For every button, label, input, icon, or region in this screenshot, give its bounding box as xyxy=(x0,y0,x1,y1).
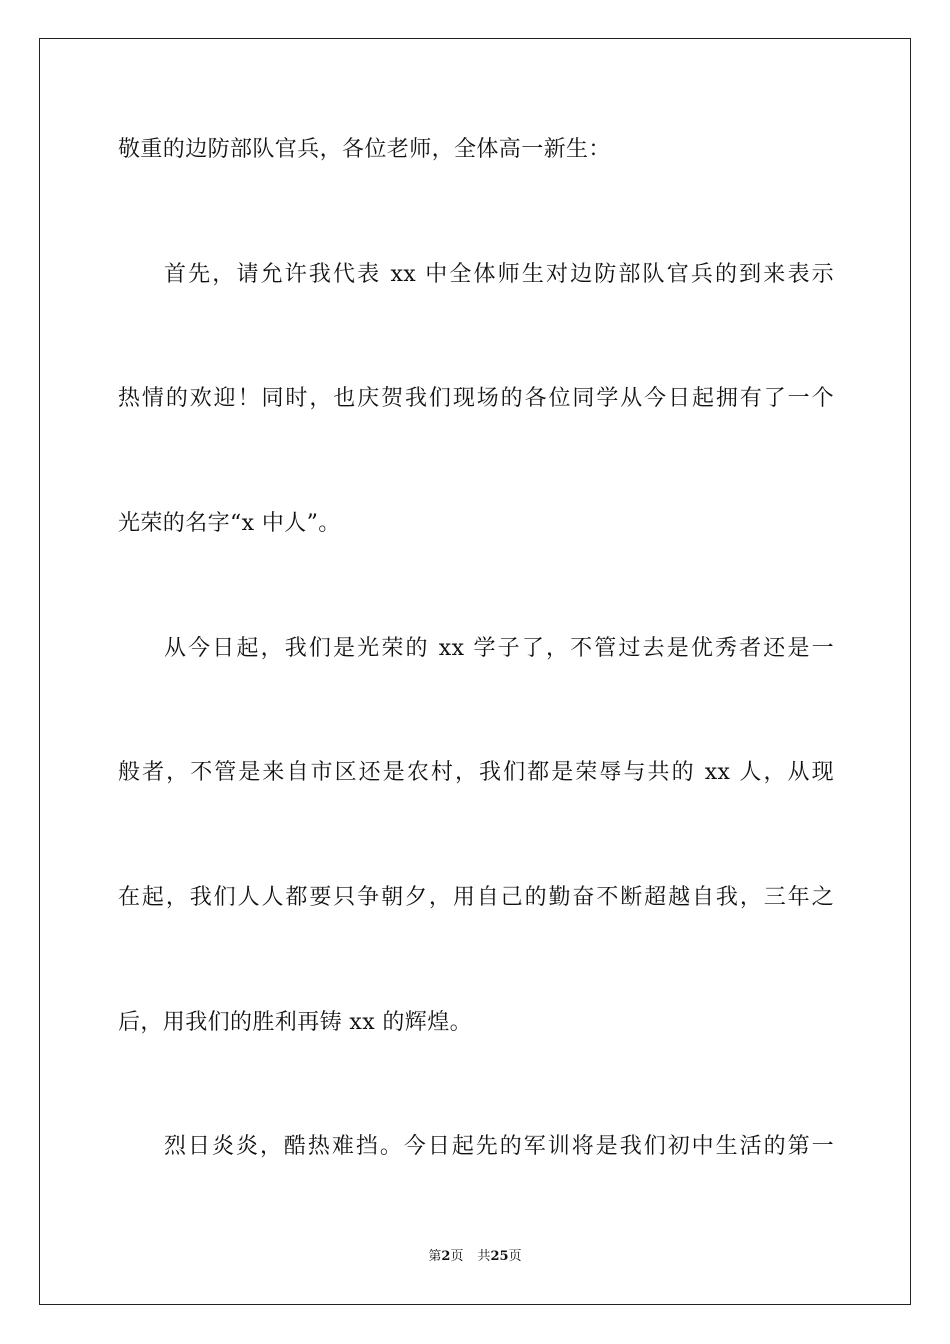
paragraph-2-line-3: 在起，我们人人都要只争朝夕，用自己的勤奋不断超越自我，三年之 xyxy=(118,885,834,910)
paragraph-3-line-1: 烈日炎炎，酷热难挡。今日起先的军训将是我们初中生活的第一 xyxy=(164,1134,834,1159)
paragraph-1-line-1: 首先，请允许我代表 xx 中全体师生对边防部队官兵的到来表示 xyxy=(164,262,834,287)
page-footer xyxy=(0,1248,950,1266)
paragraph-2-line-1: 从今日起，我们是光荣的 xx 学子了，不管过去是优秀者还是一 xyxy=(164,636,834,661)
page-prefix: 第 xyxy=(428,1249,442,1264)
paragraph-1-line-3: 光荣的名字“x 中人”。 xyxy=(118,511,341,536)
page-number: 2 xyxy=(441,1249,451,1264)
paragraph-1-line-2: 热情的欢迎！同时，也庆贺我们现场的各位同学从今日起拥有了一个 xyxy=(118,386,834,411)
paragraph-2-line-2: 般者，不管是来自市区还是农村，我们都是荣辱与共的 xx 人，从现 xyxy=(118,760,834,785)
paragraph-2-line-4: 后，用我们的胜利再铸 xx 的辉煌。 xyxy=(118,1010,473,1035)
page-suffix: 页 xyxy=(450,1249,464,1264)
page-border xyxy=(39,38,911,1305)
total-suffix: 页 xyxy=(508,1249,522,1264)
salutation-line: 敬重的边防部队官兵，各位老师，全体高一新生： xyxy=(118,137,611,162)
total-pages: 25 xyxy=(490,1249,509,1264)
total-prefix: 共 xyxy=(477,1249,491,1264)
